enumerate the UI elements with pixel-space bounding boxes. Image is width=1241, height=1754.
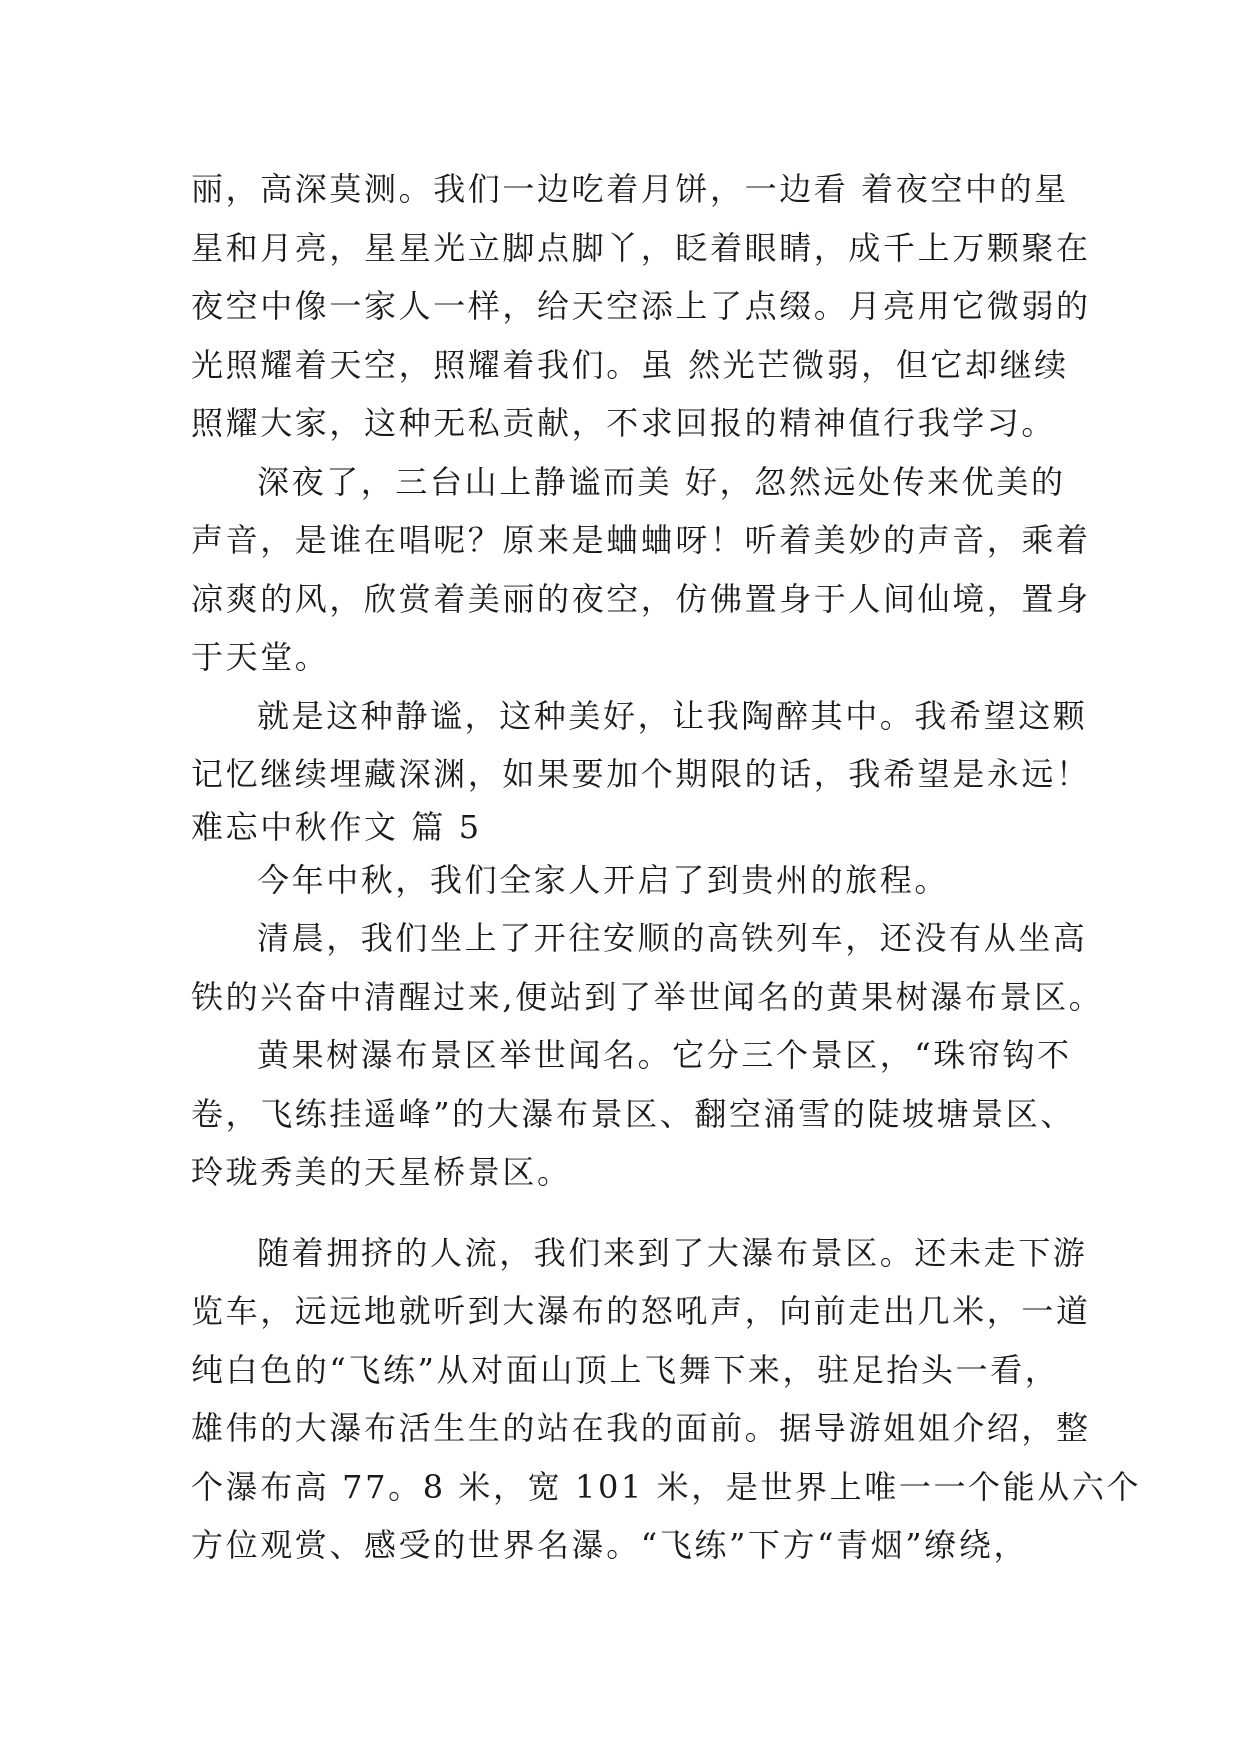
paragraph-first-line: 随着拥挤的人流，我们来到了大瀑布景区。还未走下游 (257, 1233, 1088, 1272)
text-line: 夜空中像一家人一样，给天空添上了点缀。月亮用它微弱的 (191, 287, 1091, 325)
paragraph-first-line: 黄果树瀑布景区举世闻名。它分三个景区，“珠帘钩不 (257, 1036, 1072, 1074)
text-line: 记忆继续埋藏深渊，如果要加个期限的话，我希望是永远！ (191, 755, 1091, 793)
section-title: 难忘中秋作文 篇 5 (191, 807, 482, 846)
text-line: 声音，是谁在唱呢？原来是蛐蛐呀！听着美妙的声音，乘着 (191, 521, 1091, 559)
paragraph-first-line: 今年中秋，我们全家人开启了到贵州的旅程。 (257, 860, 950, 899)
text-line: 丽，高深莫测。我们一边吃着月饼，一边看 着夜空中的星 (191, 170, 1069, 208)
text-line: 方位观赏、感受的世界名瀑。“飞练”下方“青烟”缭绕， (191, 1526, 1029, 1564)
paragraph-first-line: 就是这种静谧，这种美好，让我陶醉其中。我希望这颗 (257, 696, 1088, 735)
text-line: 星和月亮，星星光立脚点脚丫，眨着眼睛，成千上万颗聚在 (191, 228, 1091, 267)
text-line: 纯白色的“飞练”从对面山顶上飞舞下来，驻足抬头一看， (191, 1350, 1060, 1389)
text-line: 个瀑布高 77。8 米，宽 101 米，是世界上唯一一个能从六个 (191, 1467, 1142, 1506)
essay-body (191, 160, 1142, 1575)
text-line: 玲珑秀美的天星桥景区。 (191, 1153, 572, 1191)
text-line: 览车，远远地就听到大瀑布的怒吼声，向前走出几米，一道 (191, 1292, 1091, 1330)
text-line: 照耀大家，这种无私贡献，不求回报的精神值行我学习。 (191, 404, 1057, 442)
paragraph-gap (191, 1202, 1071, 1224)
text-line: 卷，飞练挂遥峰”的大瀑布景区、翻空涌雪的陡坡塘景区、 (191, 1094, 1075, 1133)
text-line: 光照耀着天空，照耀着我们。虽 然光芒微弱，但它却继续 (191, 345, 1069, 384)
text-line: 凉爽的风，欣赏着美丽的夜空，仿佛置身于人间仙境，置身 (191, 579, 1091, 618)
text-line: 雄伟的大瀑布活生生的站在我的面前。据导游姐姐介绍，整 (191, 1409, 1091, 1447)
text-line: 铁的兴奋中清醒过来,便站到了举世闻名的黄果树瀑布景区。 (191, 977, 1104, 1016)
paragraph-first-line: 深夜了，三台山上静谧而美 好，忽然远处传来优美的 (257, 462, 1066, 501)
text-line: 于天堂。 (191, 638, 330, 676)
paragraph-first-line: 清晨，我们坐上了开往安顺的高铁列车，还没有从坐高 (257, 919, 1088, 957)
